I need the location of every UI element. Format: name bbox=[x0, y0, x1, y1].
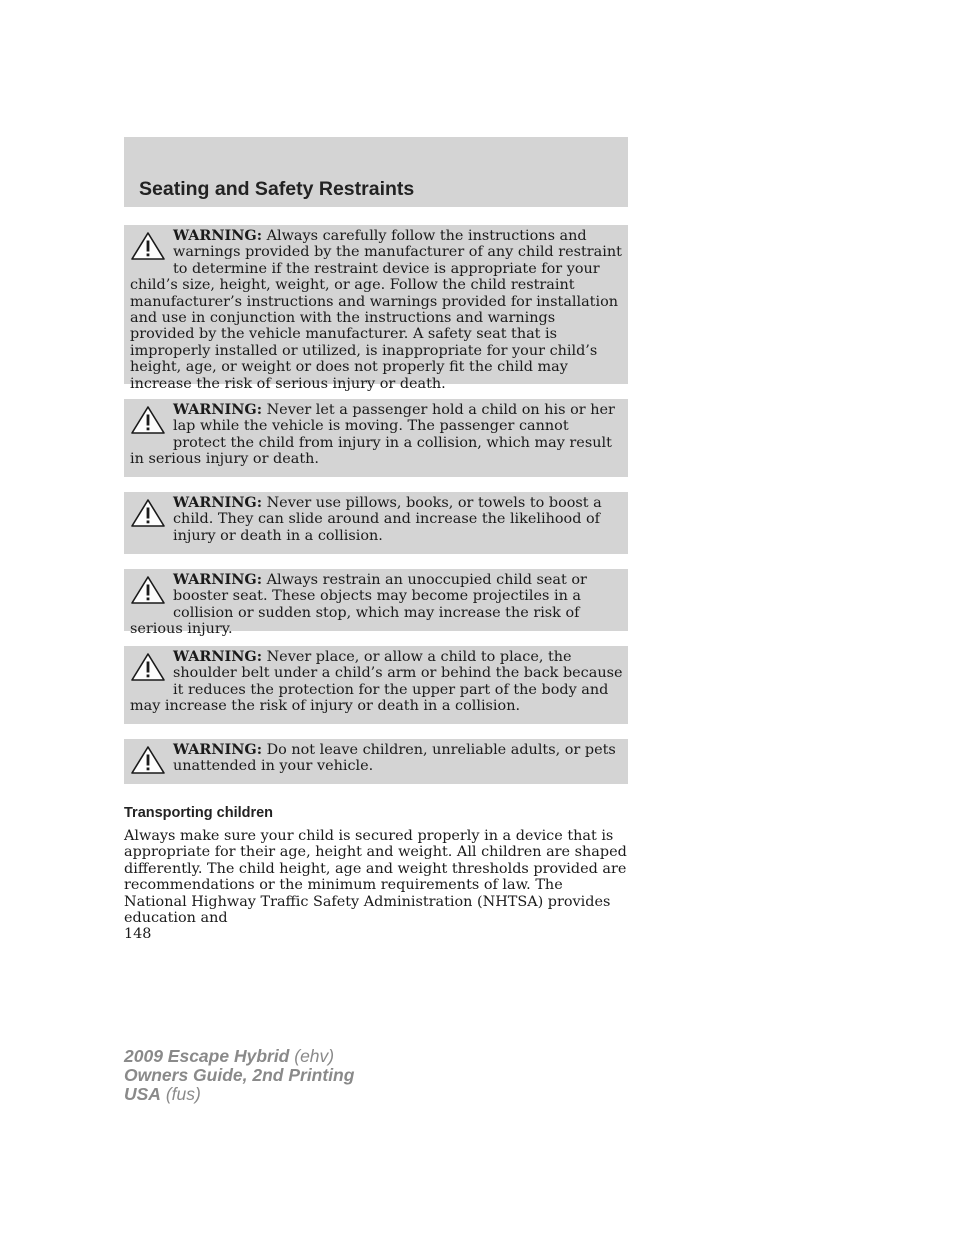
warning-label: WARNING: bbox=[173, 227, 263, 244]
warning-triangle-icon bbox=[130, 575, 166, 605]
warning-box bbox=[124, 399, 628, 477]
warning-label: WARNING: bbox=[173, 571, 263, 588]
warning-box bbox=[124, 225, 628, 392]
warning-text: Never place, or allow a child to place, the shoulder belt under a child’s arm or behind the back because it reduces the protection for the upper part of the body and may increase the risk of injury or death in a collision. bbox=[130, 649, 623, 715]
warning-box bbox=[124, 646, 628, 724]
footer-market-code: (fus) bbox=[165, 1084, 201, 1104]
footer-line bbox=[124, 1066, 354, 1085]
warning-text: Do not leave children, unreliable adults, or pets unattended in your vehicle. bbox=[173, 742, 616, 775]
footer-model-code: (ehv) bbox=[294, 1046, 335, 1066]
warning-box bbox=[124, 492, 628, 554]
warning-triangle-icon bbox=[130, 498, 166, 528]
warning-triangle-icon bbox=[130, 405, 166, 435]
footer-line bbox=[124, 1085, 354, 1104]
warning-text: Always carefully follow the instructions and warnings provided by the manufacturer of any child restraint to determine if the restraint device is appropriate for your child’s size, height, weight, or age. Follow the child restraint manufacturer’s instructions and warnings provided for installation and use in conjunction with the instructions and warnings provided by the vehicle manufacturer. A safety seat that is improperly installed or utilized, is inappropriate for your child’s height, age, or weight or does not properly fit the child may increase the risk of serious injury or death. bbox=[130, 228, 622, 392]
page-number: 148 bbox=[124, 926, 152, 942]
section-heading: Transporting children bbox=[124, 805, 274, 821]
warning-label: WARNING: bbox=[173, 741, 263, 758]
warning-box bbox=[124, 739, 628, 784]
warning-triangle-icon bbox=[130, 652, 166, 682]
footer-model: 2009 Escape Hybrid bbox=[124, 1046, 290, 1066]
page-title: Seating and Safety Restraints bbox=[139, 178, 415, 200]
warning-text: Always restrain an unoccupied child seat or booster seat. These objects may become projectiles in a collision or sudden stop, which may increase the risk of serious injury. bbox=[130, 572, 587, 638]
footer-line bbox=[124, 1047, 354, 1066]
warning-triangle-icon bbox=[130, 745, 166, 775]
warning-label: WARNING: bbox=[173, 648, 263, 665]
warning-text: Never let a passenger hold a child on his or her lap while the vehicle is moving. The passenger cannot protect the child from injury in a collision, which may result in serious injury or death. bbox=[130, 402, 615, 468]
warning-label: WARNING: bbox=[173, 401, 263, 418]
warning-triangle-icon bbox=[130, 231, 166, 261]
section-body: Always make sure your child is secured properly in a device that is appropriate for their age, height and weight. All children are shaped differently. The child height, age and weight thresholds provided are recommendations or the minimum requirements of law. The National Highway Traffic Safety Administration (NHTSA) provides education and bbox=[124, 828, 627, 927]
header-band bbox=[124, 137, 628, 207]
footer-market: USA bbox=[124, 1084, 161, 1104]
warning-box bbox=[124, 569, 628, 638]
warning-label: WARNING: bbox=[173, 494, 263, 511]
footer-guide: Owners Guide, 2nd Printing bbox=[124, 1065, 355, 1085]
document-footer bbox=[124, 1047, 354, 1104]
warning-text: Never use pillows, books, or towels to boost a child. They can slide around and increase the likelihood of injury or death in a collision. bbox=[173, 495, 602, 544]
